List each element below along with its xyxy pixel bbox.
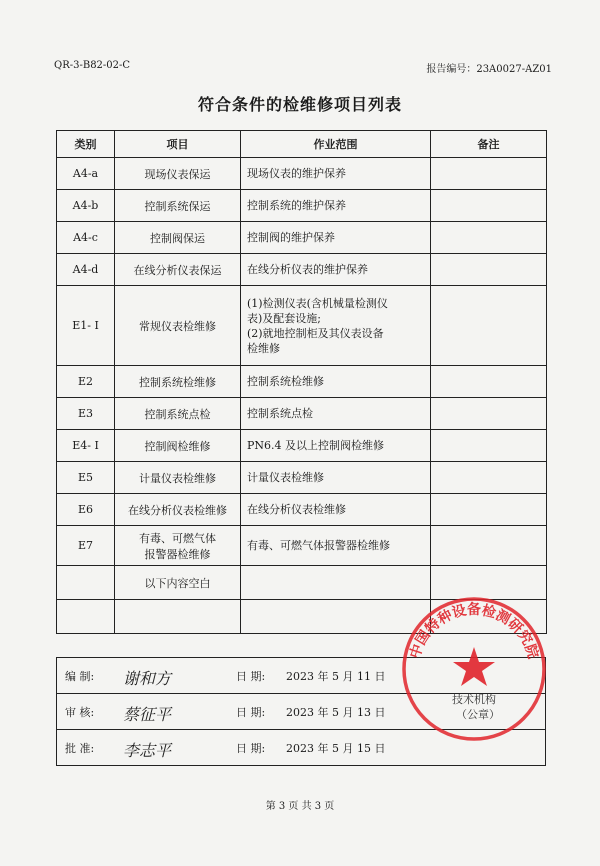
note-cell (431, 158, 547, 190)
note-cell (431, 254, 547, 286)
item-text: 现场仪表保运 (144, 167, 211, 181)
category-cell: A4-a (57, 158, 115, 190)
table-row (57, 494, 547, 526)
signature-date: 2023 年 5 月 13 日 (286, 706, 386, 719)
item-cell (115, 222, 241, 254)
item-cell (115, 158, 241, 190)
scope-text: 在线分析仪表的维护保养 (247, 263, 368, 276)
item-cell (115, 462, 241, 494)
signature-date: 2023 年 5 月 11 日 (286, 670, 386, 683)
item-text: 在线分析仪表检维修 (128, 503, 227, 517)
date-label: 日 期: (236, 706, 266, 719)
category-cell: E7 (57, 526, 115, 566)
scope-cell (241, 222, 431, 254)
scope-cell (241, 494, 431, 526)
scope-text: 控制系统点检 (247, 407, 313, 420)
note-cell (431, 366, 547, 398)
scope-text: (1)检测仪表(含机械量检测仪 (247, 296, 388, 310)
note-cell (431, 494, 547, 526)
note-cell (431, 430, 547, 462)
column-header-note: 备注 (431, 131, 547, 158)
item-cell (115, 366, 241, 398)
category-cell: E4- Ⅰ (57, 430, 115, 462)
date-label: 日 期: (236, 742, 266, 755)
seal-line-1: 技术机构 (452, 693, 496, 706)
scope-text: 检维修 (247, 341, 280, 355)
scope-cell (241, 366, 431, 398)
report-number: 报告编号：23A0027-AZ01 (426, 64, 552, 75)
scope-cell (241, 526, 431, 566)
item-text: 控制系统检维修 (139, 375, 216, 389)
item-cell (115, 398, 241, 430)
note-cell (431, 398, 547, 430)
category-cell (57, 600, 115, 634)
document-code: QR-3-B82-02-C (54, 60, 131, 71)
signature-role-label: 编 制: (65, 670, 95, 683)
item-text: 常规仪表检维修 (139, 319, 216, 333)
item-cell (115, 494, 241, 526)
category-cell: A4-b (57, 190, 115, 222)
scope-cell (241, 254, 431, 286)
table-row (57, 254, 547, 286)
scope-text: 控制阀的维护保养 (247, 231, 335, 244)
column-header-scope: 作业范围 (241, 131, 431, 158)
seal-line-2: （公章） (456, 708, 500, 721)
scope-text: 计量仪表检维修 (247, 471, 324, 484)
category-cell: E6 (57, 494, 115, 526)
item-cell (115, 286, 241, 366)
note-cell (431, 462, 547, 494)
item-text: 控制系统点检 (144, 407, 211, 421)
table-row (57, 462, 547, 494)
table-body (57, 158, 547, 634)
scope-text: 现场仪表的维护保养 (247, 167, 346, 180)
signature-date: 2023 年 5 月 15 日 (286, 742, 386, 755)
category-cell: A4-d (57, 254, 115, 286)
item-text: 控制阀检维修 (144, 439, 211, 453)
note-cell (431, 286, 547, 366)
scope-text: 在线分析仪表检维修 (247, 503, 346, 516)
item-text: 控制阀保运 (150, 231, 205, 245)
handwritten-signature: 蔡征平 (123, 705, 172, 724)
page-title: 符合条件的检维修项目列表 (197, 95, 402, 114)
table-row (57, 222, 547, 254)
category-cell (57, 566, 115, 600)
column-header-category: 类别 (57, 131, 115, 158)
project-table (56, 130, 547, 634)
handwritten-signature: 李志平 (123, 741, 172, 760)
item-text: 以下内容空白 (144, 576, 211, 590)
item-cell (115, 430, 241, 462)
signature-role-label: 审 核: (65, 706, 95, 719)
note-cell (431, 526, 547, 566)
table-row (57, 286, 547, 366)
official-seal (400, 595, 548, 743)
table-row (57, 366, 547, 398)
date-label: 日 期: (236, 670, 266, 683)
scope-cell (241, 398, 431, 430)
signature-role-label: 批 准: (65, 742, 95, 755)
table-row (57, 526, 547, 566)
item-cell (115, 566, 241, 600)
scope-cell (241, 190, 431, 222)
item-cell (115, 254, 241, 286)
category-cell: E1- Ⅰ (57, 286, 115, 366)
table-row (57, 158, 547, 190)
scope-cell (241, 158, 431, 190)
scope-text: 控制系统检维修 (247, 375, 324, 388)
seal-star-icon (453, 647, 495, 686)
column-header-item: 项目 (115, 131, 241, 158)
seal-org-text: 中国特种设备检测研究院 (407, 602, 541, 661)
scope-cell (241, 286, 431, 366)
item-text: 有毒、可燃气体 (139, 531, 216, 545)
table-row (57, 430, 547, 462)
scope-text: 表)及配套设施; (247, 311, 321, 325)
item-cell (115, 190, 241, 222)
category-cell: E5 (57, 462, 115, 494)
scope-text: 有毒、可燃气体报警器检维修 (247, 539, 390, 552)
item-text: 在线分析仪表保运 (133, 263, 222, 277)
note-cell (431, 222, 547, 254)
table-header-row (57, 131, 547, 158)
page-number: 第 3 页 共 3 页 (265, 801, 335, 812)
scope-text: PN6.4 及以上控制阀检维修 (247, 439, 385, 452)
item-cell (115, 600, 241, 634)
category-cell: E3 (57, 398, 115, 430)
table-row (57, 398, 547, 430)
item-text: 计量仪表检维修 (139, 471, 216, 485)
scope-cell (241, 462, 431, 494)
scope-text: (2)就地控制柜及其仪表设备 (247, 326, 384, 340)
item-cell (115, 526, 241, 566)
scope-text: 控制系统的维护保养 (247, 199, 346, 212)
handwritten-signature: 谢和方 (123, 669, 172, 688)
item-text: 控制系统保运 (144, 199, 211, 213)
category-cell: A4-c (57, 222, 115, 254)
note-cell (431, 190, 547, 222)
item-text: 报警器检维修 (144, 547, 211, 561)
category-cell: E2 (57, 366, 115, 398)
table-row (57, 190, 547, 222)
scope-cell (241, 430, 431, 462)
